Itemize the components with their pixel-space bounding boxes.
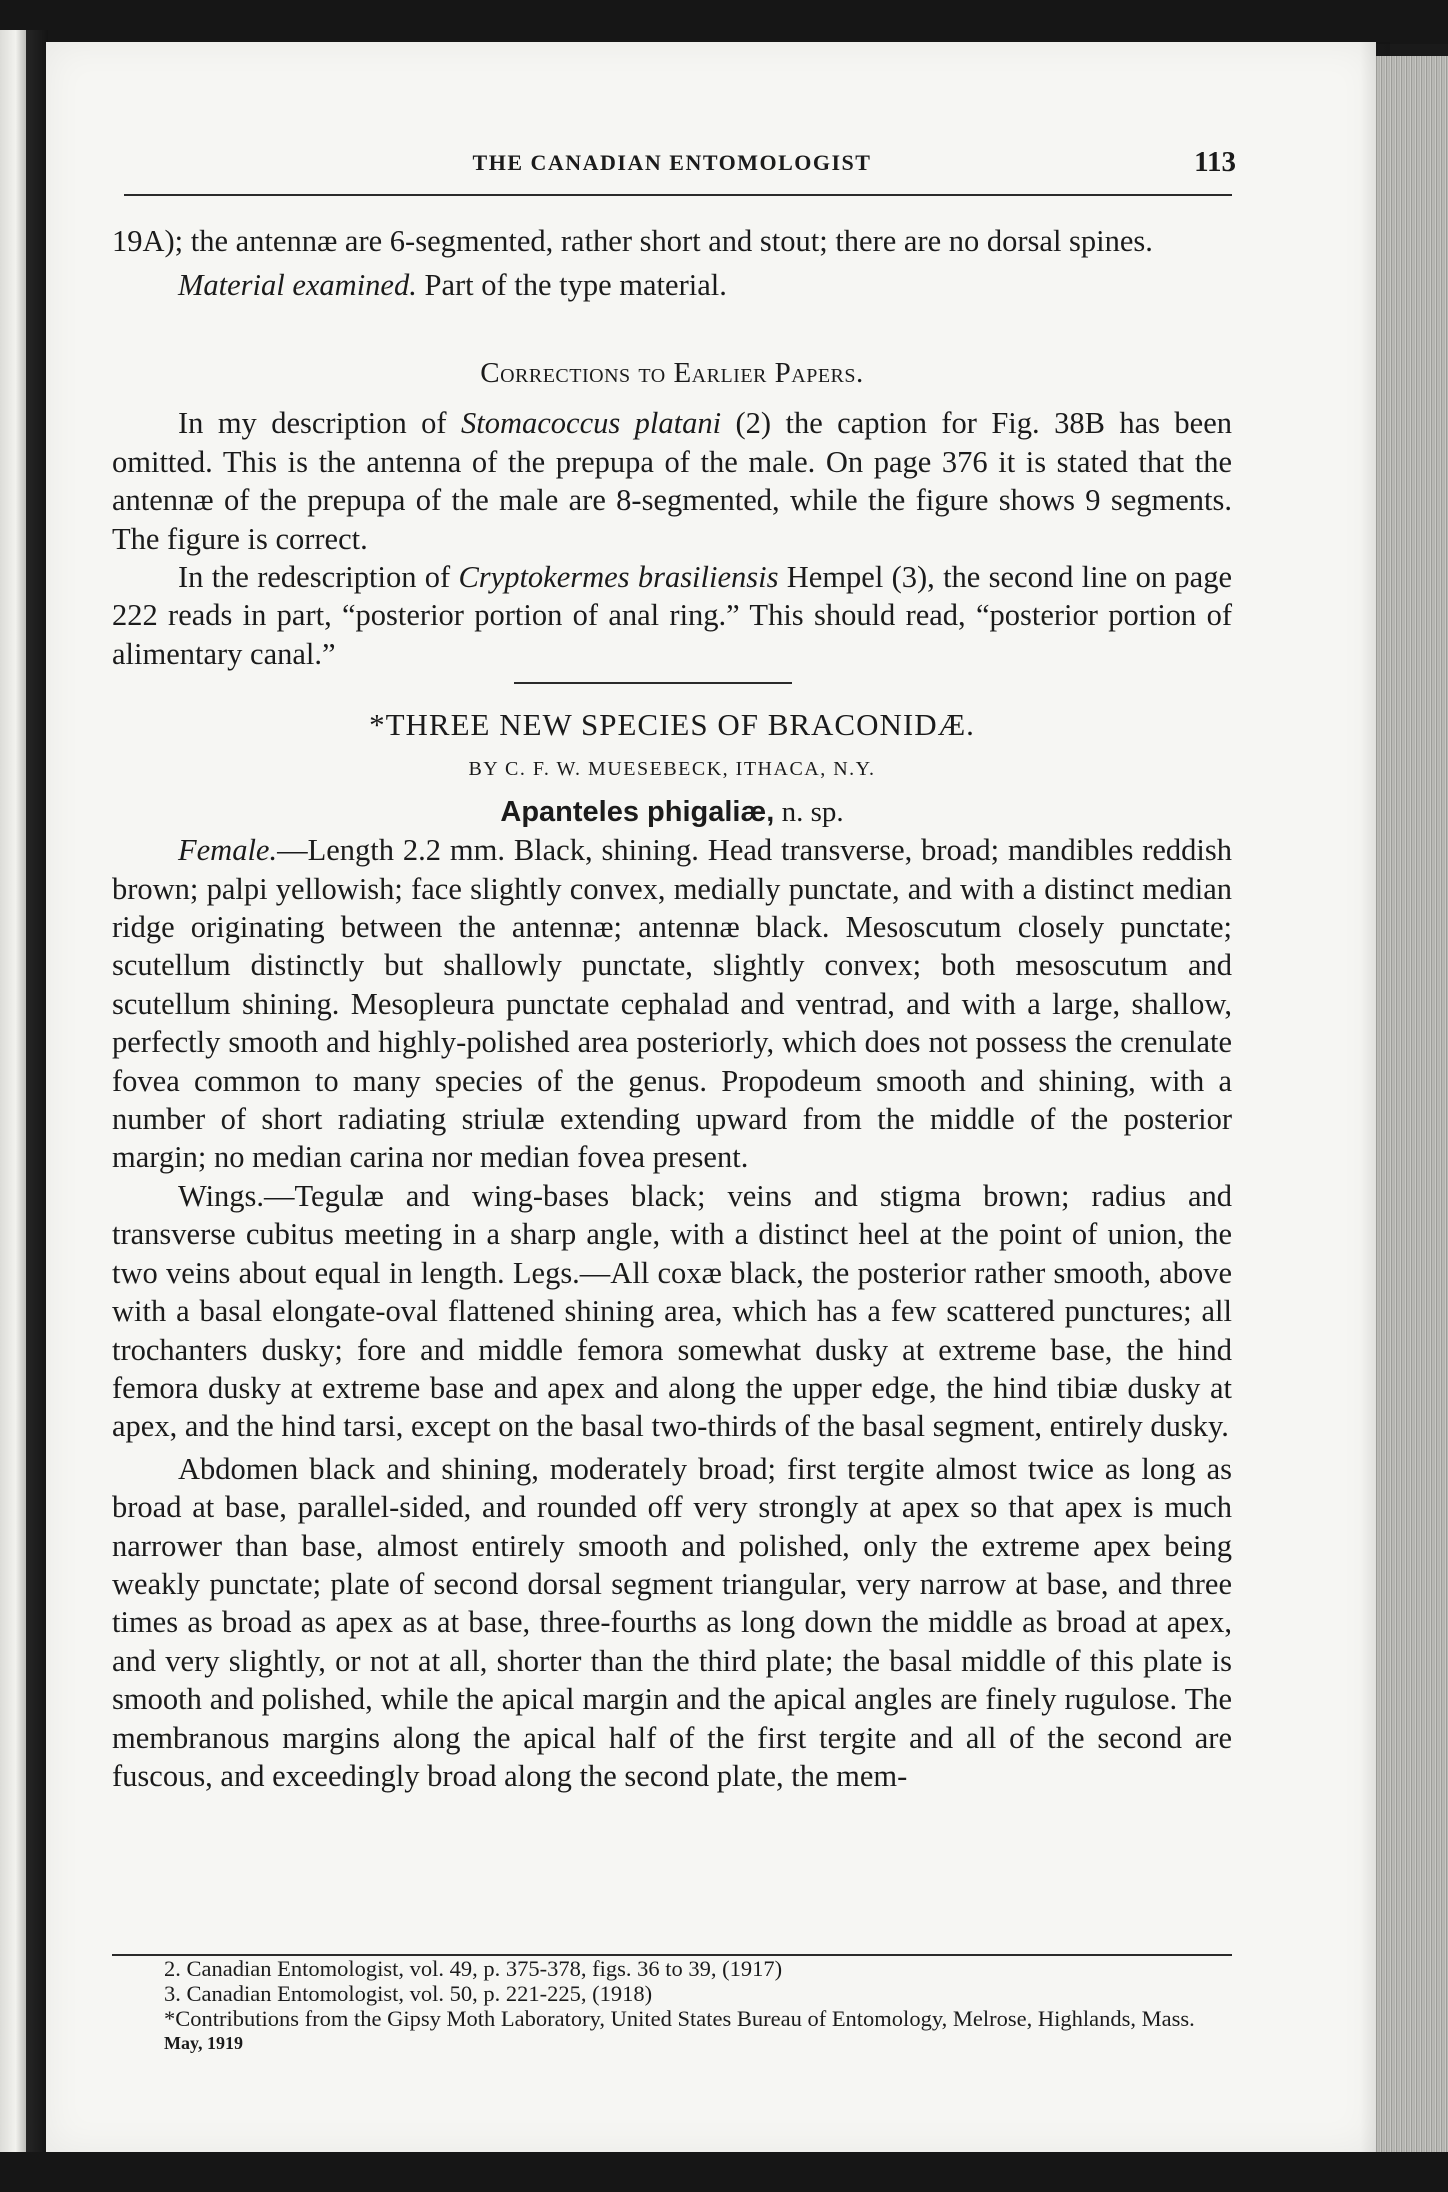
species-name: Apanteles phigaliæ, [500,795,775,828]
book-page-edges [1376,56,1448,2192]
species-suffix: n. sp. [774,795,844,828]
material-text: Part of the type material. [416,268,727,303]
footnotes [112,1956,1232,2056]
p2-species: Cryptokermes brasiliensis [458,560,779,595]
continuation-paragraph: 19A); the antennæ are 6-segmented, rather short and stout; there are no dorsal spines. [112,224,1153,258]
corrections-heading: Corrections to Earlier Papers. [480,357,864,389]
corrections-paragraph-1 [112,404,1232,558]
book-spine-edge [0,30,26,2192]
p1-text-b: (2) the caption for Fig. 38B has been omitted. This is the antenna of the prepupa of the male. On page 376 it is stated that the antennæ of the prepupa of the male are 8-segmented, while the figure shows 9 segments. The figure is correct. [112,406,1232,556]
female-label: Female. [178,833,278,868]
female-text: —Length 2.2 mm. Black, shining. Head transverse, broad; mandibles reddish brown; palpi yellowish; face slightly convex, medially punctate, and with a distinct median ridge originating between the antennæ; antennæ black. Mesoscutum closely punctate; scutellum distinctly but shallowly punctate, slightly convex; both mesoscutum and scutellum shining. Mesopleura punctate cephalad and ventrad, and with a large, shallow, perfectly smooth and highly-polished area posteriorly, which does not possess the crenulate fovea common to many species of the genus. Propodeum smooth and shining, with a number of short radiating striulæ extending upward from the middle of the posterior margin; no median carina nor median fovea present. [112,833,1232,1175]
issue-date: May, 1919 [164,2033,243,2053]
corrections-paragraph-2 [112,558,1232,673]
material-label: Material examined. [178,268,417,303]
wings-legs-description: Wings.—Tegulæ and wing-bases black; veins and stigma brown; radius and transverse cubitus meeting in a sharp angle, with a distinct heel at the point of union, the two veins about equal in length. Legs.—All coxæ black, the posterior rather smooth, above with a basal elongate-oval flattened shining area, which has a few scattered punctures; all trochanters dusky; fore and middle femora somewhat dusky at extreme base, the hind femora dusky at extreme base and apex and along the upper edge, the hind tibiæ dusky at apex, and the hind tarsi, except on the basal two-thirds of the basal segment, entirely dusky. [112,1178,1232,1444]
article-section [112,706,1232,1795]
journal-title: THE CANADIAN ENTOMOLOGIST [472,150,872,175]
article-title: *THREE NEW SPECIES OF BRACONIDÆ. [369,707,975,742]
abdomen-description: Abdomen black and shining, moderately broad; first tergite almost twice as long as broad at base, parallel-sided, and rounded off very strongly at apex so that apex is much narrower than base, almost entirely smooth and polished, only the extreme apex being weakly punctate; plate of second dorsal segment triangular, very narrow at base, and three times as broad as apex as at base, three-fourths as long down the middle as broad at apex, and very slightly, or not at all, shorter than the third plate; the basal middle of this plate is smooth and polished, while the apical margin and the apical angles are finely rugulose. The membranous margins along the apical half of the first tergite and all of the second are fuscous, and exceedingly broad along the second plate, the mem- [112,1451,1232,1793]
p2-text-a: In the redescription of [178,560,459,595]
p2-text-b: Hempel (3), the second line on page 222 reads in part, “posterior portion of anal ring.” This should read, “posterior portion of alimentary canal.” [112,560,1232,671]
material-examined-paragraph [112,266,1232,304]
scan-bottom-edge [0,2152,1448,2192]
species-heading [112,793,1232,831]
footnote-3: 3. Canadian Entomologist, vol. 50, p. 221-225, (1918) [164,1981,653,2006]
continuation-block [112,222,1232,305]
article-byline: BY C. F. W. MUESEBECK, ITHACA, N.Y. [468,758,876,781]
footnote-2: 2. Canadian Entomologist, vol. 49, p. 375-378, figs. 36 to 39, (1917) [164,1956,783,1981]
corrections-section [112,354,1232,673]
female-description [112,831,1232,1177]
page-number: 113 [1194,146,1236,178]
running-head [112,146,1236,186]
p1-text-a: In my description of [178,406,461,441]
scan-top-edge [0,0,1448,44]
footnote-star: *Contributions from the Gipsy Moth Laboratory, United States Bureau of Entomology, Melrose, Highlands, Mass. [164,2006,1195,2031]
section-divider [514,682,792,684]
header-rule [124,194,1232,196]
p1-species: Stomacoccus platani [461,406,722,441]
